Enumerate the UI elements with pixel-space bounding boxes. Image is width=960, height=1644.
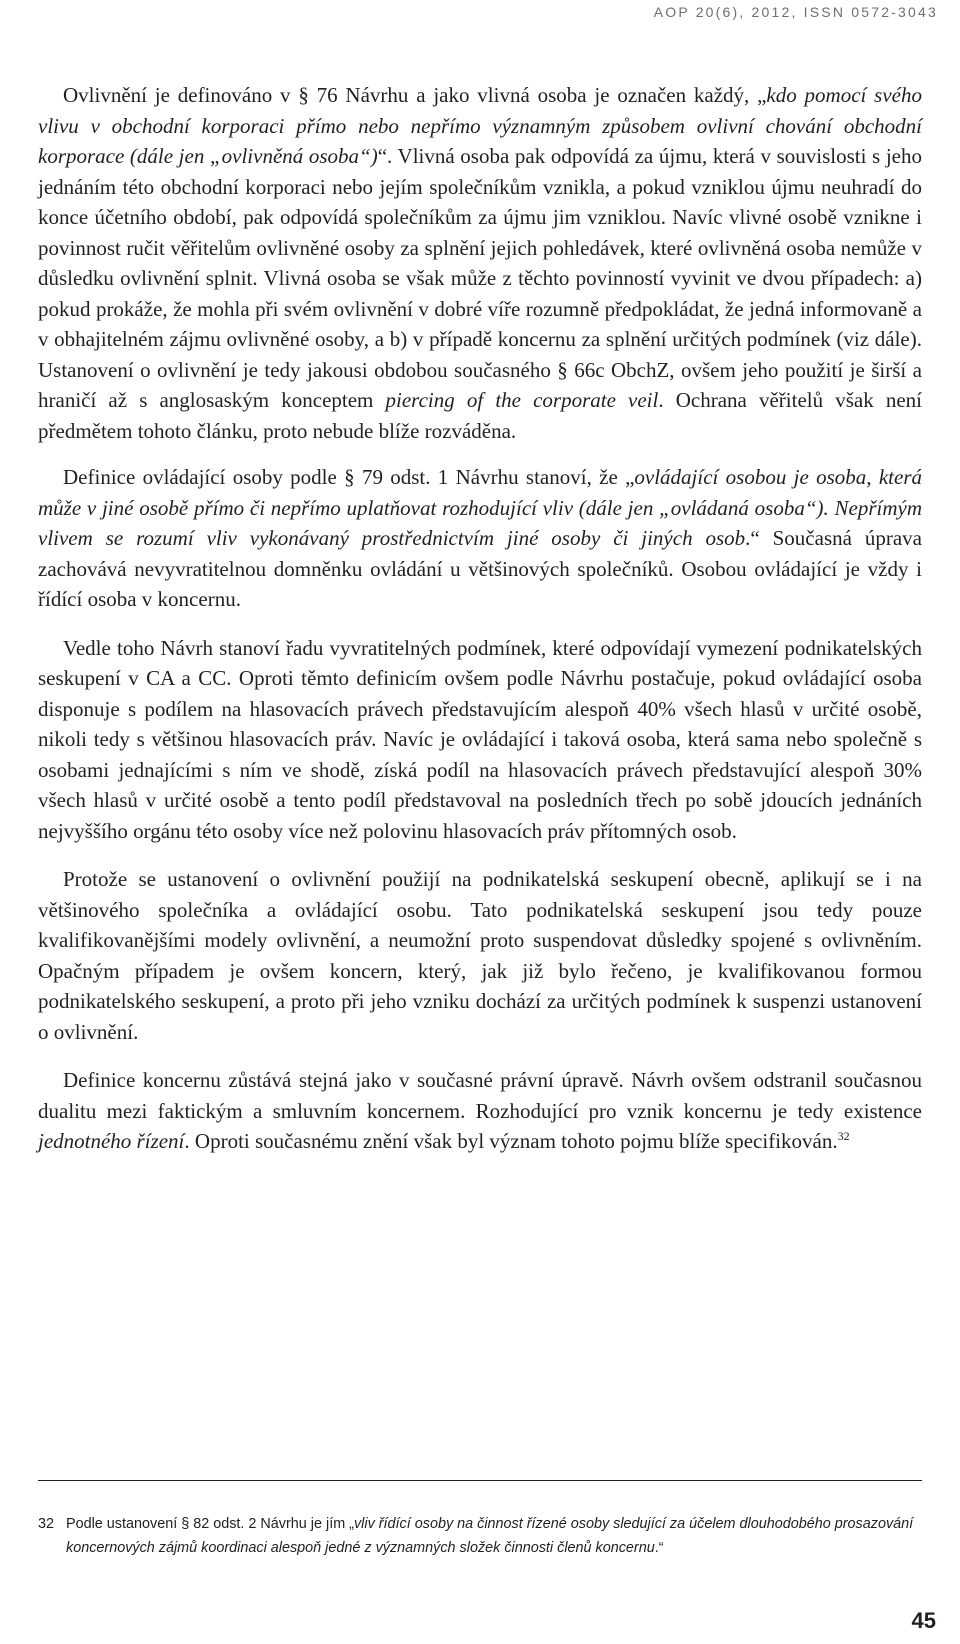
text-run: .“ Současná úprava zachovává nevyvratitelnou domněnku ovládání u většinových společníků. Osobou ovládající je vždy i řídící osoba v koncernu.: [38, 526, 922, 611]
text-run: Definice ovládající osoby podle § 79 odst. 1 Návrhu stanoví, že „: [63, 465, 635, 489]
italic-quote: ovládající osobou je osoba, která může v jiné osobě přímo či nepřímo uplatňovat rozhodující vliv (dále jen „ovládaná osoba“). Nepřímým vlivem se rozumí vliv vykonávaný prostřednictvím jiné osoby či jiných osob: [38, 465, 922, 550]
italic-quote: kdo pomocí svého vlivu v obchodní korporaci přímo nebo nepřímo významným způsobem ovlivní chování obchodní korporace (dále jen „ovlivněná osoba“): [38, 83, 922, 168]
footnote-number: 32: [38, 1516, 55, 1532]
footnote-text: [66, 1513, 922, 1560]
text-run: Ovlivnění je definováno v § 76 Návrhu a jako vlivná osoba je označen každý, „: [63, 83, 767, 107]
text-run: “. Vlivná osoba pak odpovídá za újmu, která v souvislosti s jeho jednáním této obchodní korporaci nebo jejím společníkům vznikla, a pokud vzniklou újmu neuhradí do konce účetního období, pak odpovídá společníkům za újmu jim vzniklou. Navíc vlivné osobě vznikne i povinnost ručit věřitelům ovlivněné osoby za splnění jejich pohledávek, které ovlivněná osoba nemůže v důsledku ovlivnění splnit. Vlivná osoba se však může z těchto povinností vyvinit ve dvou případech: a) pokud prokáže, že mohla při svém ovlivnění v dobré víře rozumně předpokládat, že jedná informovaně a v obhajitelném zájmu ovlivněné osoby, a b) v případě koncernu za splnění určitých podmínek (viz dále). Ustanovení o ovlivnění je tedy jakousi obdobou současného § 66c ObchZ, ovšem jeho použití je širší a hraničí až s anglosaským konceptem: [38, 144, 922, 412]
running-head: AOP 20(6), 2012, ISSN 0572-3043: [653, 4, 938, 20]
paragraph-controlling-person: [38, 462, 922, 615]
paragraph-concern: [38, 1065, 922, 1157]
paragraph-business-groups: Protože se ustanovení o ovlivnění použijí na podnikatelská seskupení obecně, aplikují se i na většinového společníka a ovládající osobu. Tato podnikatelská seskupení jsou tedy pouze kvalifikovanějšími modely ovlivnění, a neumožní proto suspendovat důsledky spojené s ovlivněním. Opačným případem je ovšem koncern, který, jak již bylo řečeno, je kvalifikovanou formou podnikatelského seskupení, a proto při jeho vzniku dochází za určitých podmínek k suspenzi ustanovení o ovlivnění.: [38, 867, 922, 1044]
text-run: Podle ustanovení § 82 odst. 2 Návrhu je jím „: [66, 1516, 354, 1532]
footnote-divider: [38, 1480, 922, 1481]
paragraph-influence: [38, 80, 922, 446]
paragraph-conditions: Vedle toho Návrh stanoví řadu vyvratitelných podmínek, které odpovídají vymezení podnikatelských seskupení v CA a CC. Oproti těmto definicím ovšem podle Návrhu postačuje, pokud ovládající osoba disponuje s podílem na hlasovacích právech představujícím alespoň 40% všech hlasů v určité osobě, nikoli tedy s většinou hlasovacích práv. Navíc je ovládající i taková osoba, která sama nebo společně s osobami jednajícími s ním ve shodě, získá podíl na hlasovacích právech představující alespoň 30% všech hlasů v určité osobě a tento podíl představoval na posledních třech po sobě jdoucích jednáních nejvyššího orgánu této osoby více než polovinu hlasovacích práv přítomných osob.: [38, 635, 922, 843]
footnote: [38, 1513, 922, 1560]
page-number: 45: [911, 1608, 936, 1633]
italic-term: piercing of the corporate veil: [385, 388, 659, 412]
text-run: Definice koncernu zůstává stejná jako v současné právní úpravě. Návrh ovšem odstranil současnou dualitu mezi faktickým a smluvním koncernem. Rozhodující pro vznik koncernu je tedy existence: [38, 1068, 922, 1123]
text-run: .“: [654, 1539, 664, 1556]
italic-term: jednotného řízení: [38, 1129, 185, 1153]
italic-quote: vliv řídící osoby na činnost řízené osoby sledující za účelem dlouhodobého prosazování koncernových zájmů koordinaci alespoň jedné z významných složek činnosti členů koncernu: [66, 1516, 914, 1556]
text-run: . Ochrana věřitelů však není předmětem tohoto článku, proto nebude blíže rozváděna.: [38, 388, 923, 443]
footnote-reference[interactable]: 32: [837, 1129, 850, 1143]
text-run: . Oproti současnému znění však byl význam tohoto pojmu blíže specifikován.: [184, 1129, 838, 1153]
article-body: [38, 80, 922, 1175]
